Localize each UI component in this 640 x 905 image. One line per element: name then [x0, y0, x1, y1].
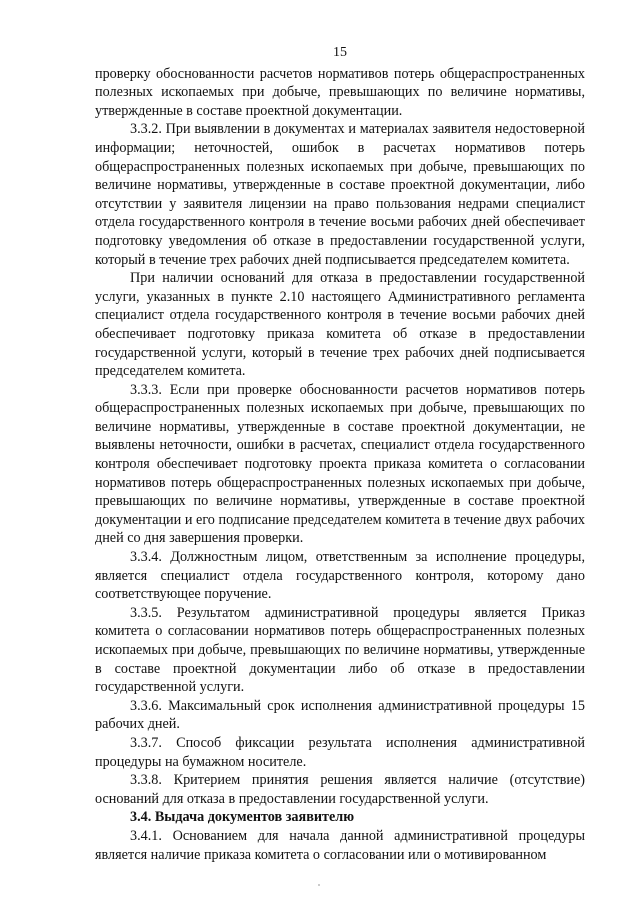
document-body: [95, 65, 585, 865]
section-heading: 3.4. Выдача документов заявителю: [130, 809, 355, 826]
paragraph: 3.3.6. Максимальный срок исполнения административной процедуры 15 рабочих дней.: [95, 697, 585, 733]
paragraph: 3.3.5. Результатом административной процедуры является Приказ комитета о согласовании нормативов потерь общераспространенных полезных ископаемых при добыче, превышающих по величине нормативы, утвержденные в составе проектной документации либо об отказе в предоставлении государственной услуги.: [95, 604, 585, 696]
paragraph: проверку обоснованности расчетов нормативов потерь общераспространенных полезных ископаемых при добыче, превышающих по величине нормативы, утвержденные в составе проектной документации.: [95, 65, 585, 119]
paragraph: 3.3.3. Если при проверке обоснованности расчетов нормативов потерь общераспространенных полезных ископаемых при добыче, превышающих по величине нормативы, утвержденные в составе проектной документации, не выявлены неточности, ошибки в расчетах, специалист отдела государственного контроля обеспечивает подготовку проекта приказа комитета о согласовании нормативов потерь общераспространенных полезных ископаемых при добыче, превышающих по величине нормативы, утвержденные в составе проектной документации и его подписание председателем комитета в течение двух рабочих дней со дня завершения проверки.: [95, 381, 585, 547]
paragraph: 3.3.2. При выявлении в документах и материалах заявителя недостоверной информации; неточностей, ошибок в расчетах нормативов потерь общераспространенных полезных ископаемых при добыче, превышающих по величине нормативы, утвержденные в составе проектной документации, либо отсутствии у заявителя лицензии на право пользования недрами специалист отдела государственного контроля в течение восьми рабочих дней обеспечивает подготовку уведомления об отказе в предоставлении государственной услуги, который в течение трех рабочих дней подписывается председателем комитета.: [95, 121, 585, 268]
paragraph: 3.3.8. Критерием принятия решения является наличие (отсутствие) оснований для отказа в предоставлении государственной услуги.: [95, 772, 585, 807]
document-page: [95, 44, 585, 864]
paragraph: 3.3.7. Способ фиксации результата исполнения административной процедуры на бумажном носителе.: [95, 734, 585, 770]
paragraph: 3.3.4. Должностным лицом, ответственным за исполнение процедуры, является специалист отдела государственного контроля, которому дано соответствующее поручение.: [95, 549, 585, 603]
paragraph: При наличии оснований для отказа в предоставлении государственной услуги, указанных в пункте 2.10 настоящего Административного регламента специалист отдела государственного контроля в течение восьми рабочих дней обеспечивает подготовку приказа комитета об отказе в предоставлении государственной услуги, который в течение трех рабочих дней подписывается председателем комитета.: [95, 270, 585, 380]
paragraph: 3.4.1. Основанием для начала данной административной процедуры является наличие приказа комитета о согласовании или о мотивированном: [95, 827, 585, 863]
page-number: 15: [333, 45, 347, 60]
scan-speck: [318, 884, 320, 886]
